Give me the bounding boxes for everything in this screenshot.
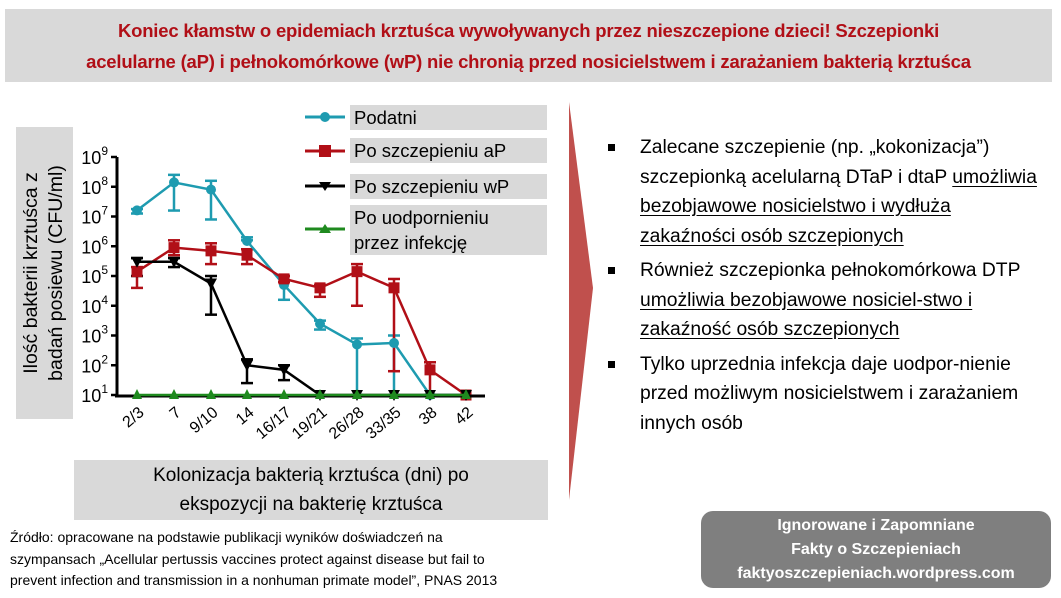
svg-text:42: 42 (452, 404, 477, 429)
bullet-square-icon (608, 267, 615, 274)
legend-item-podatni: Podatni (350, 105, 547, 130)
legend-item-immune: Po uodpornieniu przez infekcję (350, 205, 547, 255)
svg-text:9/10: 9/10 (186, 404, 222, 438)
svg-text:102: $10^2$ (81, 352, 108, 377)
bullet-item: Zalecane szczepienie (np. „kokonizacja”) szczepionką acelularną DTaP i dtaP umożliwia bezobjawowe nosicielstwo i wydłuża zakaźności osób szczepionych (600, 133, 1050, 251)
bullet-item: Tylko uprzednia infekcja daje uodpor-nienie przed możliwym nosicielstwem i zarażaniem innych osób (600, 350, 1050, 439)
bullet-item: Również szczepionka pełnokomórkowa DTP umożliwia bezobjawowe nosiciel-stwo i zakaźność osób szczepionych (600, 256, 1050, 345)
bullet-square-icon (608, 144, 615, 151)
svg-text:19/21: 19/21 (288, 404, 331, 443)
svg-text:103: $10^3$ (81, 322, 108, 347)
legend-item-ap: Po szczepieniu aP (350, 138, 547, 163)
svg-text:106: $10^6$ (81, 233, 108, 258)
svg-text:108: $10^8$ (81, 173, 108, 198)
svg-text:101: $10^1$ (81, 382, 108, 406)
svg-text:38: 38 (416, 404, 441, 429)
bullet-list (600, 133, 1050, 443)
svg-text:33/35: 33/35 (362, 404, 405, 443)
source-citation: Źródło: opracowane na podstawie publikacji wyników doświadczeń na szympansach „Acellular pertussis vaccines protect against disease but fail to prevent infection and transmission in a nonhuman primate model”, PNAS 2013 (10, 529, 498, 588)
bullet-square-icon (608, 361, 615, 368)
y-axis-label: Ilość bakterii krztuśca z badań posiewu (CFU/ml) (20, 165, 67, 381)
svg-text:7: 7 (166, 404, 185, 423)
svg-text:2/3: 2/3 (119, 404, 148, 432)
svg-text:104: $10^4$ (81, 292, 108, 317)
svg-text:26/28: 26/28 (325, 404, 368, 443)
x-axis-label: Kolonizacja bakterią krztuśca (dni) po ekspozycji na bakterię krztuśca (74, 460, 548, 520)
blog-badge: Ignorowane i Zapomniane Fakty o Szczepieniach faktyoszczepieniach.wordpress.com (701, 511, 1051, 588)
svg-text:105: $10^5$ (81, 263, 108, 287)
svg-text:107: $10^7$ (81, 203, 108, 228)
title-line-1: Koniec kłamstw o epidemiach krztuśca wywoływanych przez nieszczepione dzieci! Szczepionki (117, 19, 940, 41)
blog-url-link[interactable]: faktyoszczepieniach.wordpress.com (737, 564, 1015, 582)
arrow-icon (569, 102, 593, 500)
svg-text:16/17: 16/17 (252, 404, 295, 443)
title-line-2: acelularne (aP) i pełnokomórkowe (wP) nie chronią przed nosicielstwem i zarażaniem bakterią krztuśca (86, 50, 971, 72)
svg-text:109: $10^9$ (81, 144, 108, 168)
svg-text:14: 14 (233, 404, 258, 429)
legend-item-wp: Po szczepieniu wP (350, 174, 547, 199)
